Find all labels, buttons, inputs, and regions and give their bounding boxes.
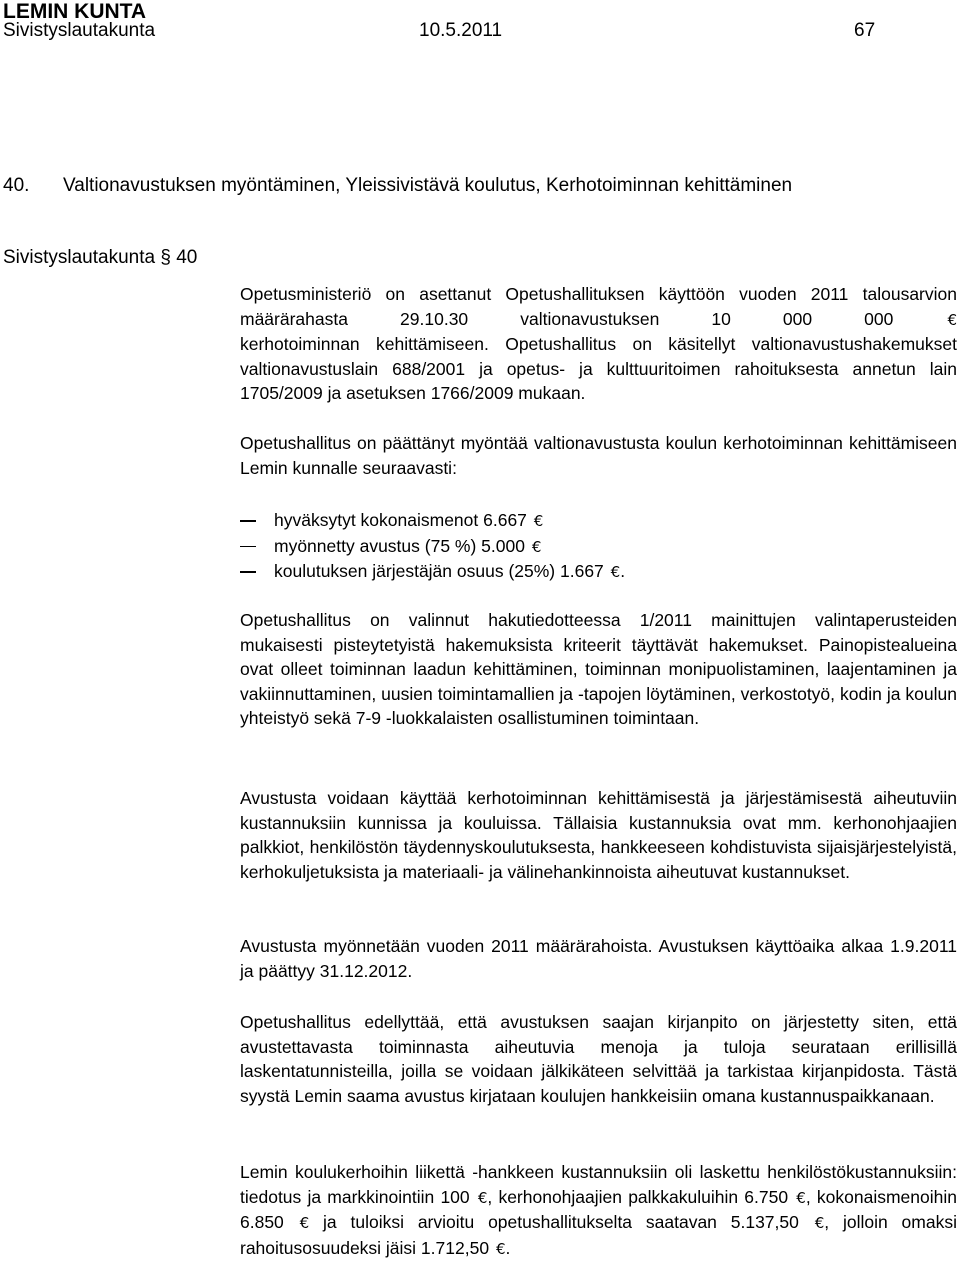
- municipality-name: LEMIN KUNTA: [3, 0, 147, 23]
- dash-bullet: [240, 520, 256, 522]
- paragraph-5: [240, 934, 957, 983]
- list-item: koulutuksen järjestäjän osuus (25%) 1.667 €.: [240, 559, 625, 585]
- paragraph-2: [240, 431, 957, 480]
- meeting-date: 10.5.2011: [419, 20, 503, 41]
- paragraph-1: [240, 282, 957, 406]
- committee-reference: Sivistyslautakunta § 40: [3, 247, 198, 268]
- section-title: Valtionavustuksen myöntäminen, Yleissivistävä koulutus, Kerhotoiminnan kehittäminen: [63, 175, 793, 196]
- euro-symbol: €: [610, 563, 621, 581]
- euro-symbol: €: [796, 1188, 806, 1207]
- paragraph-6: [240, 1010, 957, 1108]
- euro-symbol: €: [814, 1214, 825, 1232]
- list-item: myönnetty avustus (75 %) 5.000 €: [240, 534, 625, 560]
- paragraph-4-text: Avustusta voidaan käyttää kerhotoiminnan kehittämisestä ja järjestämisestä aiheutuviin kustannuksiin kunnissa ja kouluissa. Tällaisia kustannuksia ovat mm. kerhonohjaajien palkkiot, henkilöstön täydennyskoulutuksesta, hankkeeseen kohdistuvista sijaisjärjestelyistä, kerhokuljetuksista ja materiaali- ja välinehankinnoista aiheutuvat kustannukset.: [240, 788, 957, 882]
- paragraph-1-text: Opetusministeriö on asettanut Opetushallituksen käyttöön vuoden 2011 talousarvion määrärahasta 29.10.30 valtionavustuksen 10 000 000: [240, 284, 957, 329]
- paragraph-7: Lemin koulukerhoihin liikettä -hankkeen kustannuksiin oli laskettu henkilöstökustannuksiin: tiedotus ja markkinointiin 100 €, kerhonohjaajien palkkakuluihin 6.750 €, kokonaismenoihin 6.850 € ja tuloiksi arvioitu opetushallitukselta saatavan 5.137,50 €, jolloin omaksi rahoitusosuudeksi jäisi 1.712,50 €.: [240, 1160, 957, 1261]
- paragraph-3-text: Opetushallitus on valinnut hakutiedotteessa 1/2011 mainittujen valintaperusteiden mukaisesti pisteytetyistä hakemuksista kriteerit täyttävät hakemukset. Painopistealueina ovat olleet toiminnan laadun kehittäminen, toiminnan monipuolistaminen, laajentaminen ja vakiinnuttaminen, uusien toimintamallien ja -tapojen löytäminen, verkostotyö, kodin ja koulun yhteistyö sekä 7-9 -luokkalaisten osallistuminen toimintaan.: [240, 610, 957, 728]
- euro-symbol: €: [477, 1188, 488, 1207]
- section-number: 40.: [3, 175, 30, 196]
- euro-symbol: €: [533, 512, 544, 530]
- paragraph-3: [240, 608, 957, 731]
- paragraph-4: [240, 786, 957, 884]
- euro-symbol: €: [947, 310, 957, 329]
- paragraph-1-continued: kerhotoiminnan kehittämiseen. Opetushallitus on käsitellyt valtionavustushakemukset valtionavustuslain 688/2001 ja opetus- ja kulttuuritoimen rahoituksesta annetun lain 1705/2009 ja asetuksen 1766/2009 mukaan.: [240, 334, 957, 403]
- page-number: 67: [854, 20, 876, 41]
- euro-symbol: €: [299, 1214, 310, 1232]
- committee-name: Sivistyslautakunta: [3, 20, 156, 41]
- paragraph-2-text: Opetushallitus on päättänyt myöntää valtionavustusta koulun kerhotoiminnan kehittämiseen Lemin kunnalle seuraavasti:: [240, 433, 957, 478]
- grant-breakdown-list: [240, 508, 625, 585]
- dash-bullet: [240, 571, 256, 573]
- list-item: hyväksytyt kokonaismenot 6.667 €: [240, 508, 625, 534]
- euro-symbol: €: [531, 537, 542, 556]
- section-heading: [3, 175, 792, 197]
- euro-symbol: €: [495, 1239, 506, 1258]
- paragraph-6-text: Opetushallitus edellyttää, että avustuksen saajan kirjanpito on järjestetty siten, että avustettavasta toiminnasta aiheutuvia menoja ja tuloja seurataan erillisillä laskentatunnisteilla, joilla se voidaan jälkikäteen selvittää ja tarkistaa kirjanpidosta. Tästä syystä Lemin saama avustus kirjataan koulujen hankkeisiin omana kustannuspaikkanaan.: [240, 1012, 957, 1106]
- dash-bullet: [240, 546, 256, 548]
- paragraph-5-text: Avustusta myönnetään vuoden 2011 määrärahoista. Avustuksen käyttöaika alkaa 1.9.2011 ja päättyy 31.12.2012.: [240, 936, 957, 981]
